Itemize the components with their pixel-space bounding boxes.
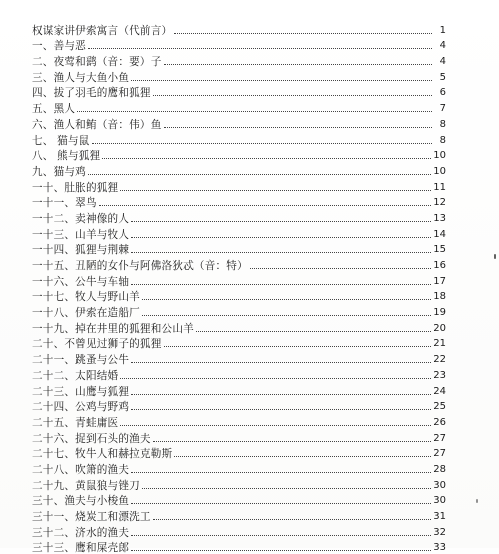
toc-entry <box>32 241 446 257</box>
toc-entry <box>32 413 446 429</box>
toc-entry-page-number: 1 <box>439 24 446 36</box>
toc-entry-page-number: 11 <box>433 181 446 193</box>
dot-leader <box>88 48 432 49</box>
dot-leader <box>131 472 431 473</box>
dot-leader <box>142 488 431 489</box>
dot-leader <box>88 174 431 175</box>
dot-leader <box>131 221 431 222</box>
toc-entry-page-number: 7 <box>439 103 446 115</box>
dot-leader <box>131 80 432 81</box>
dot-leader <box>153 519 432 520</box>
toc-entry-title: 一十九、掉在井里的狐狸和公山羊 <box>32 322 194 335</box>
toc-entry-page-number: 27 <box>433 448 446 460</box>
toc-entry <box>32 398 446 414</box>
dot-leader <box>142 299 431 300</box>
toc-entry <box>32 84 446 100</box>
toc-entry <box>32 492 446 508</box>
toc-entry-page-number: 21 <box>433 338 446 350</box>
toc-entry <box>32 523 446 539</box>
toc-entry-page-number: 17 <box>433 275 446 287</box>
toc-entry <box>32 99 446 115</box>
toc-entry-title: 三、渔人与大鱼小鱼 <box>32 71 130 84</box>
toc-entry <box>32 21 446 37</box>
dot-leader <box>131 237 431 238</box>
toc-entry <box>32 507 446 523</box>
dot-leader <box>142 315 431 316</box>
toc-entry <box>32 288 446 304</box>
toc-entry <box>32 209 446 225</box>
toc-entry-title: 三十、渔夫与小梭鱼 <box>32 495 130 508</box>
toc-entry-page-number: 31 <box>433 511 446 522</box>
toc-entry-page-number: 12 <box>433 197 446 209</box>
toc-entry-title: 三十三、鹰和屎壳郎 <box>32 542 130 554</box>
toc-entry <box>32 194 446 210</box>
toc-entry-title: 二十九、黄鼠狼与锉刀 <box>32 479 140 492</box>
toc-entry-page-number: 30 <box>433 495 446 507</box>
toc-entry-page-number: 8 <box>439 134 446 146</box>
toc-entry-page-number: 4 <box>439 56 446 68</box>
toc-entry <box>32 445 446 461</box>
dot-leader <box>164 64 432 65</box>
toc-entry <box>32 225 446 241</box>
toc-entry-title: 六、渔人和鲔（音：伟）鱼 <box>32 118 162 131</box>
dot-leader <box>131 409 431 410</box>
dot-leader <box>153 441 432 442</box>
scan-speck <box>494 254 496 259</box>
dot-leader <box>164 127 432 128</box>
toc-entry <box>32 429 446 445</box>
table-of-contents <box>32 21 446 554</box>
dot-leader <box>77 111 432 112</box>
dot-leader <box>131 535 431 536</box>
toc-entry-page-number: 8 <box>439 118 446 130</box>
toc-entry-page-number: 15 <box>433 244 446 256</box>
toc-entry-page-number: 24 <box>433 385 446 397</box>
toc-entry <box>32 178 446 194</box>
dot-leader <box>153 95 432 96</box>
toc-entry-title: 一十一、翠鸟 <box>32 197 97 210</box>
dot-leader <box>120 378 431 379</box>
toc-entry-page-number: 27 <box>433 432 446 444</box>
toc-entry-title: 一十八、伊索在造船厂 <box>32 307 140 320</box>
toc-entry <box>32 131 446 147</box>
toc-entry-page-number: 18 <box>433 291 446 303</box>
toc-entry <box>32 37 446 53</box>
dot-leader <box>99 205 432 206</box>
dot-leader <box>196 331 431 332</box>
toc-entry-title: 二十六、捉到石头的渔夫 <box>32 432 151 445</box>
toc-entry-title: 二十五、青蛙庸医 <box>32 416 119 429</box>
toc-entry-page-number: 20 <box>433 322 446 334</box>
toc-entry-page-number: 14 <box>433 228 446 240</box>
toc-entry <box>32 115 446 131</box>
dot-leader <box>131 550 431 551</box>
toc-entry-page-number: 5 <box>439 71 446 83</box>
toc-entry-page-number: 6 <box>439 87 446 99</box>
toc-entry-title: 二、夜莺和鹞（音：要）子 <box>32 56 162 69</box>
toc-entry-title: 五、黑人 <box>32 103 76 116</box>
toc-entry-page-number: 4 <box>439 40 446 52</box>
toc-entry <box>32 162 446 178</box>
toc-entry <box>32 382 446 398</box>
toc-entry <box>32 460 446 476</box>
toc-entry <box>32 147 446 163</box>
toc-entry <box>32 272 446 288</box>
toc-entry <box>32 539 446 554</box>
toc-entry-title: 二十八、吹箫的渔夫 <box>32 463 130 476</box>
dot-leader <box>131 284 431 285</box>
dot-leader <box>250 268 431 269</box>
dot-leader <box>131 394 431 395</box>
dot-leader <box>92 143 432 144</box>
toc-entry <box>32 366 446 382</box>
toc-entry <box>32 68 446 84</box>
dot-leader <box>102 158 431 159</box>
toc-entry <box>32 350 446 366</box>
toc-entry-title: 一十六、公牛与车轴 <box>32 275 130 288</box>
toc-entry-page-number: 10 <box>433 165 446 177</box>
dot-leader <box>131 503 431 504</box>
toc-entry-title: 二十二、太阳结婚 <box>32 369 119 382</box>
dot-leader <box>120 190 431 191</box>
toc-entry-title: 一、善与恶 <box>32 40 86 53</box>
toc-entry-title: 二十三、山鹰与狐狸 <box>32 385 130 398</box>
toc-entry-title: 一十、肚胀的狐狸 <box>32 181 119 194</box>
toc-entry-page-number: 25 <box>433 401 446 413</box>
toc-entry-page-number: 19 <box>433 307 446 319</box>
dot-leader <box>131 252 431 253</box>
toc-entry <box>32 335 446 351</box>
toc-entry-title: 二十四、公鸡与野鸡 <box>32 401 130 414</box>
toc-entry-page-number: 26 <box>433 416 446 428</box>
toc-entry-title: 一十二、卖神像的人 <box>32 212 130 225</box>
toc-entry-title: 九、猫与鸡 <box>32 165 86 178</box>
toc-entry-title: 权谋家讲伊索寓言（代前言） <box>32 24 173 37</box>
dot-leader <box>120 425 431 426</box>
toc-entry <box>32 256 446 272</box>
toc-entry-title: 八、 熊与狐狸 <box>32 150 101 163</box>
toc-entry <box>32 303 446 319</box>
toc-entry-title: 一十三、山羊与牧人 <box>32 228 130 241</box>
toc-entry-title: 一十四、狐狸与荆棘 <box>32 244 130 257</box>
toc-entry <box>32 52 446 68</box>
dot-leader <box>131 362 431 363</box>
dot-leader <box>174 456 431 457</box>
toc-entry-page-number: 13 <box>433 212 446 224</box>
toc-entry-page-number: 16 <box>433 260 446 271</box>
toc-entry-title: 四、拔了羽毛的鹰和狐狸 <box>32 87 151 100</box>
toc-entry-page-number: 22 <box>433 354 446 366</box>
toc-entry-title: 三十一、烧炭工和漂洗工 <box>32 511 151 523</box>
toc-entry-page-number: 28 <box>433 463 446 475</box>
dot-leader <box>174 33 432 34</box>
toc-entry-title: 一十五、丑陋的女仆与阿佛洛狄忒（音：特） <box>32 260 248 272</box>
scan-speck <box>476 499 478 503</box>
toc-entry-title: 七、 猫与鼠 <box>32 134 90 147</box>
toc-entry <box>32 476 446 492</box>
toc-entry-title: 二十一、跳蚤与公牛 <box>32 354 130 367</box>
toc-entry-title: 三十二、济水的渔夫 <box>32 526 130 539</box>
toc-entry-page-number: 30 <box>433 479 446 491</box>
toc-entry-title: 二十七、牧牛人和赫拉克勒斯 <box>32 448 173 461</box>
toc-entry-page-number: 23 <box>433 369 446 381</box>
toc-entry-page-number: 33 <box>433 542 446 554</box>
toc-entry-page-number: 10 <box>433 150 446 162</box>
toc-entry-title: 一十七、牧人与野山羊 <box>32 291 140 304</box>
toc-entry-page-number: 32 <box>433 526 446 538</box>
toc-entry-title: 二十、不曾见过狮子的狐狸 <box>32 338 162 351</box>
toc-entry <box>32 319 446 335</box>
dot-leader <box>164 346 432 347</box>
